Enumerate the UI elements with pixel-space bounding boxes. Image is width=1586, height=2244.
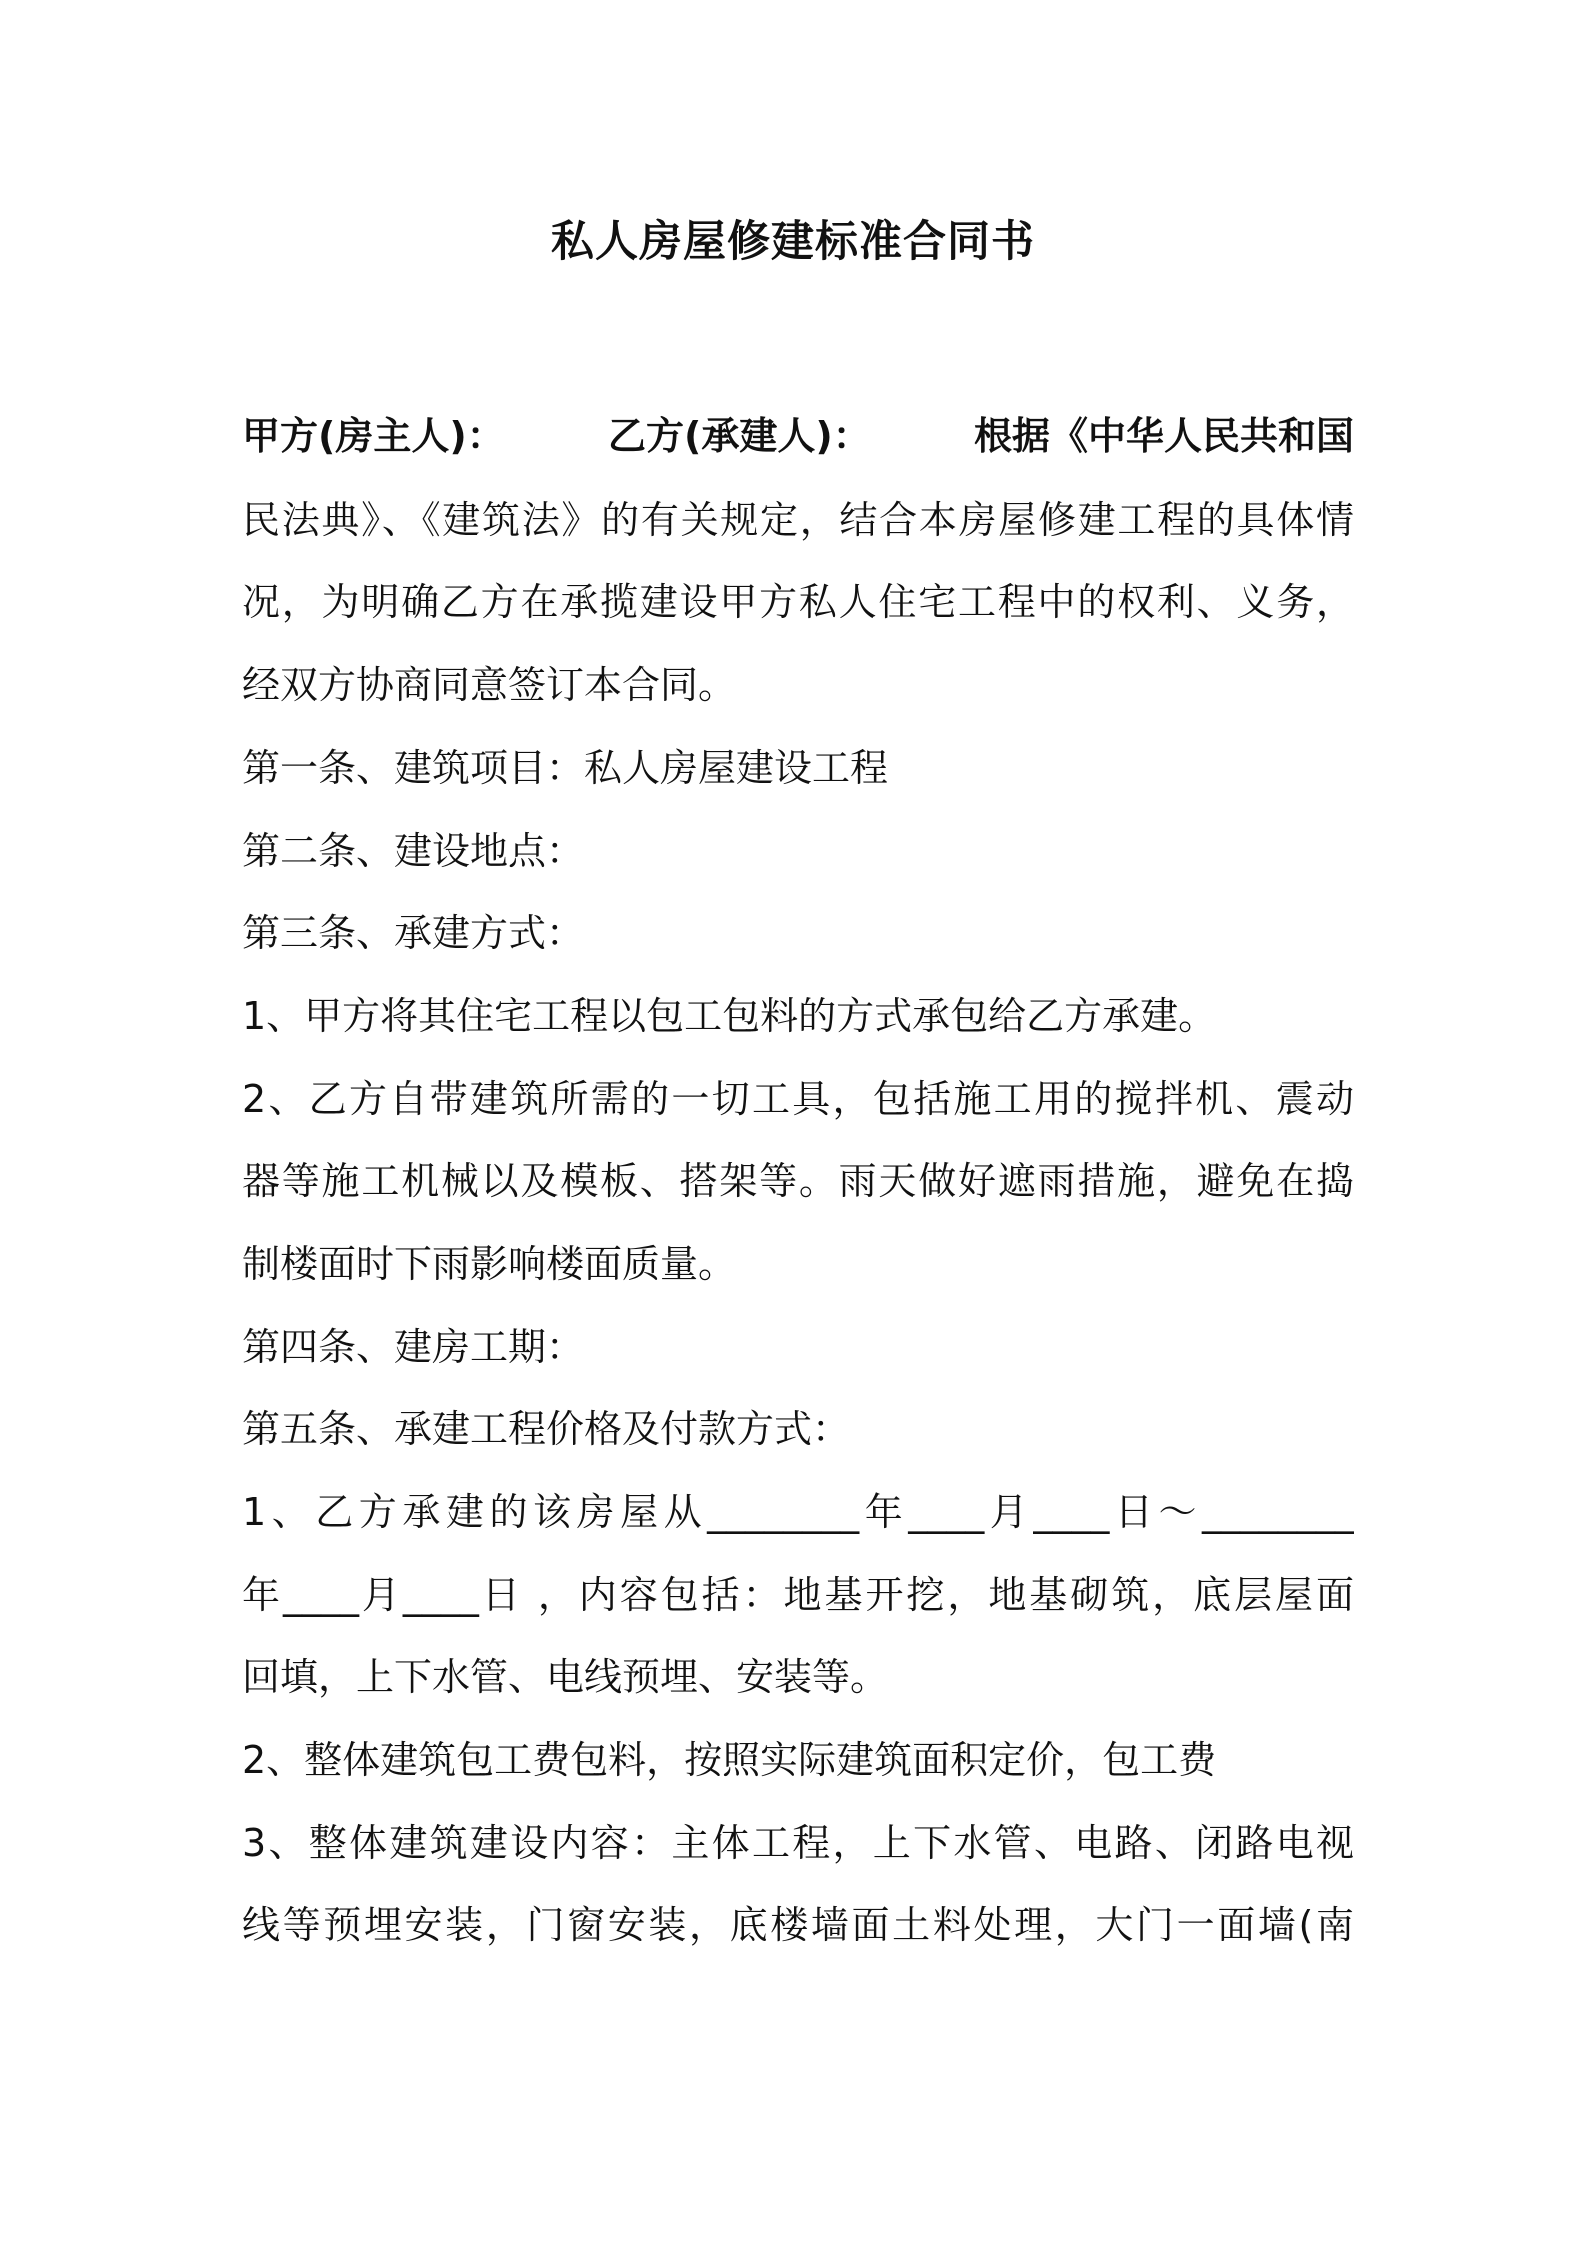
clause-line: 线等预埋安装，门窗安装，底楼墙面土料处理，大门一面墙(南 [242, 1903, 1354, 1947]
clause-line: 2、乙方自带建筑所需的一切工具，包括施工用的搅拌机、震动 [242, 1077, 1354, 1121]
article-heading: 第四条、建房工期： [242, 1325, 585, 1369]
article-heading: 第一条、建筑项目：私人房屋建设工程 [242, 746, 889, 790]
preamble-start: 根据《中华人民共和国 [973, 414, 1354, 458]
party-a-label: 甲方(房主人)： [242, 414, 505, 458]
clause-line: 回填，上下水管、电线预埋、安装等。 [242, 1655, 889, 1699]
clause-line: 3、整体建筑建设内容：主体工程，上下水管、电路、闭路电视 [242, 1821, 1354, 1865]
document-title: 私人房屋修建标准合同书 [551, 217, 1035, 267]
article-heading: 第二条、建设地点： [242, 829, 585, 873]
article-heading: 第五条、承建工程价格及付款方式： [242, 1407, 851, 1451]
parties-line [242, 410, 1354, 462]
clause-line: 1、乙方承建的该房屋从________年____月____日～________ [242, 1490, 1354, 1534]
clause-line: 1、甲方将其住宅工程以包工包料的方式承包给乙方承建。 [242, 994, 1217, 1038]
clause-line: 年____月____日 ，内容包括：地基开挖，地基砌筑，底层屋面 [242, 1573, 1354, 1617]
party-b-label: 乙方(承建人)： [607, 414, 871, 458]
clause-line: 制楼面时下雨影响楼面质量。 [242, 1242, 737, 1286]
clause-line: 2、整体建筑包工费包料，按照实际建筑面积定价，包工费 [242, 1738, 1217, 1782]
clause-line: 器等施工机械以及模板、搭架等。雨天做好遮雨措施，避免在捣 [242, 1159, 1354, 1203]
paragraph-line: 民法典》、《建筑法》的有关规定，结合本房屋修建工程的具体情 [242, 498, 1354, 542]
paragraph-line: 经双方协商同意签订本合同。 [242, 663, 737, 707]
article-heading: 第三条、承建方式： [242, 911, 585, 955]
paragraph-line: 况，为明确乙方在承揽建设甲方私人住宅工程中的权利、义务， [242, 580, 1354, 624]
